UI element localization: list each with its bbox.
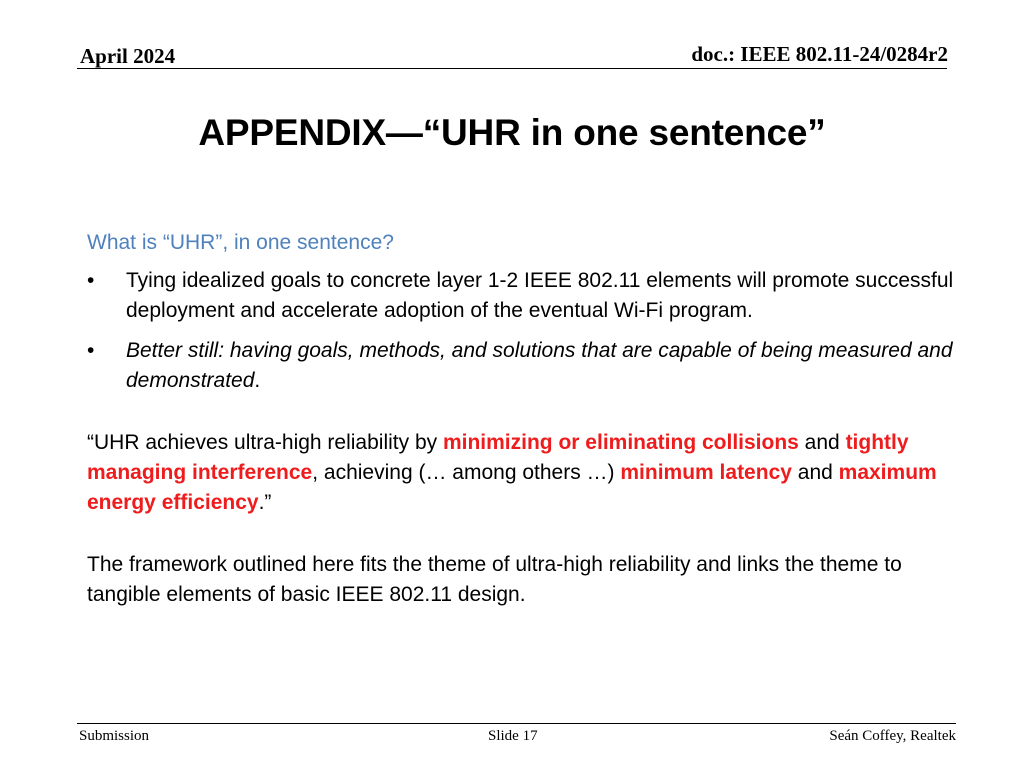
footer-rule <box>77 723 956 724</box>
header-date: April 2024 <box>80 44 176 68</box>
quote-text: .” <box>258 491 272 514</box>
quote-highlight: tightly managing interference <box>87 431 909 484</box>
bullet-marker: • <box>87 269 95 292</box>
uhr-quote <box>87 428 977 518</box>
bullet-text-italic: Better still: having goals, methods, and solutions that are capable of being measured and demonstrated <box>126 339 953 392</box>
quote-text: “UHR achieves ultra-high reliability by <box>87 431 443 454</box>
bullet-item <box>87 266 977 326</box>
quote-highlight: minimum latency <box>620 461 792 484</box>
bullet-list <box>87 266 977 396</box>
quote-highlight: maximum energy efficiency <box>87 461 937 514</box>
bullet-tail: . <box>254 369 261 392</box>
quote-highlight: minimizing or eliminating collisions <box>442 431 799 454</box>
bullet-marker: • <box>87 339 95 362</box>
quote-text: and <box>791 461 839 484</box>
quote-text: , achieving (… among others …) <box>312 461 621 484</box>
question-heading: What is “UHR”, in one sentence? <box>87 231 394 254</box>
bullet-item <box>87 336 977 396</box>
bullet-text: Tying idealized goals to concrete layer 1-2 IEEE 802.11 elements will promote successful deployment and accelerate adoption of the eventual Wi-Fi program. <box>126 269 954 322</box>
footer-author: Seán Coffey, Realtek <box>829 728 956 744</box>
footer-slide-number: Slide 17 <box>488 728 538 744</box>
quote-text: and <box>798 431 846 454</box>
footer-submission: Submission <box>79 728 150 744</box>
header-doc-id: doc.: IEEE 802.11-24/0284r2 <box>691 42 948 66</box>
slide-body <box>87 228 977 610</box>
framework-paragraph: The framework outlined here fits the theme of ultra-high reliability and links the theme to tangible elements of basic IEEE 802.11 design. <box>87 553 902 606</box>
header-rule <box>77 68 947 69</box>
slide-title: APPENDIX—“UHR in one sentence” <box>198 112 826 153</box>
